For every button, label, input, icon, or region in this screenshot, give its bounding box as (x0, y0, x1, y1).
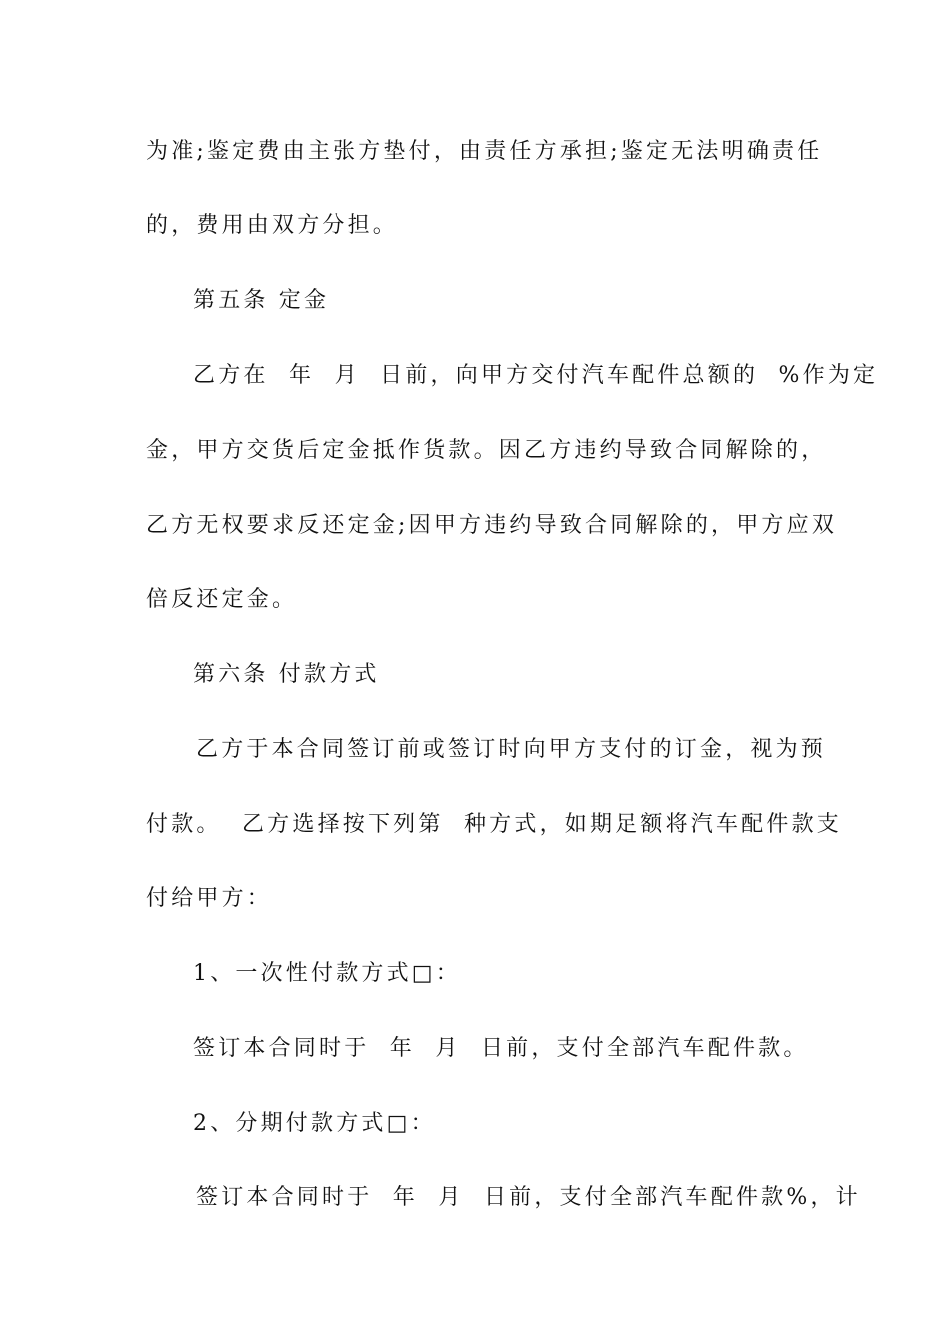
text-line: 付款。 乙方选择按下列第 种方式，如期足额将汽车配件款支 (146, 812, 842, 837)
text-line: 签订本合同时于 年 月 日前，支付全部汽车配件款%，计 (196, 1185, 861, 1210)
list-item-heading: 2、分期付款方式□： (193, 1111, 436, 1136)
section-heading: 第六条 付款方式 (193, 662, 380, 687)
text-line: 乙方于本合同签订前或签订时向甲方支付的订金，视为预 (196, 737, 827, 762)
text-line: 乙方在 年 月 日前，向甲方交付汽车配件总额的 %作为定 (193, 363, 879, 388)
text-line: 为准;鉴定费由主张方垫付，由责任方承担;鉴定无法明确责任 (146, 139, 823, 164)
text-line: 乙方无权要求反还定金;因甲方违约导致合同解除的，甲方应双 (146, 513, 838, 538)
text-line: 金，甲方交货后定金抵作货款。因乙方违约导致合同解除的， (146, 438, 827, 463)
text-line: 签订本合同时于 年 月 日前，支付全部汽车配件款。 (193, 1036, 809, 1061)
text-line: 的，费用由双方分担。 (146, 213, 399, 238)
list-item-heading: 1、一次性付款方式□： (193, 961, 461, 986)
section-heading: 第五条 定金 (193, 288, 330, 313)
text-line: 付给甲方： (146, 886, 273, 911)
text-line: 倍反还定金。 (146, 587, 298, 612)
